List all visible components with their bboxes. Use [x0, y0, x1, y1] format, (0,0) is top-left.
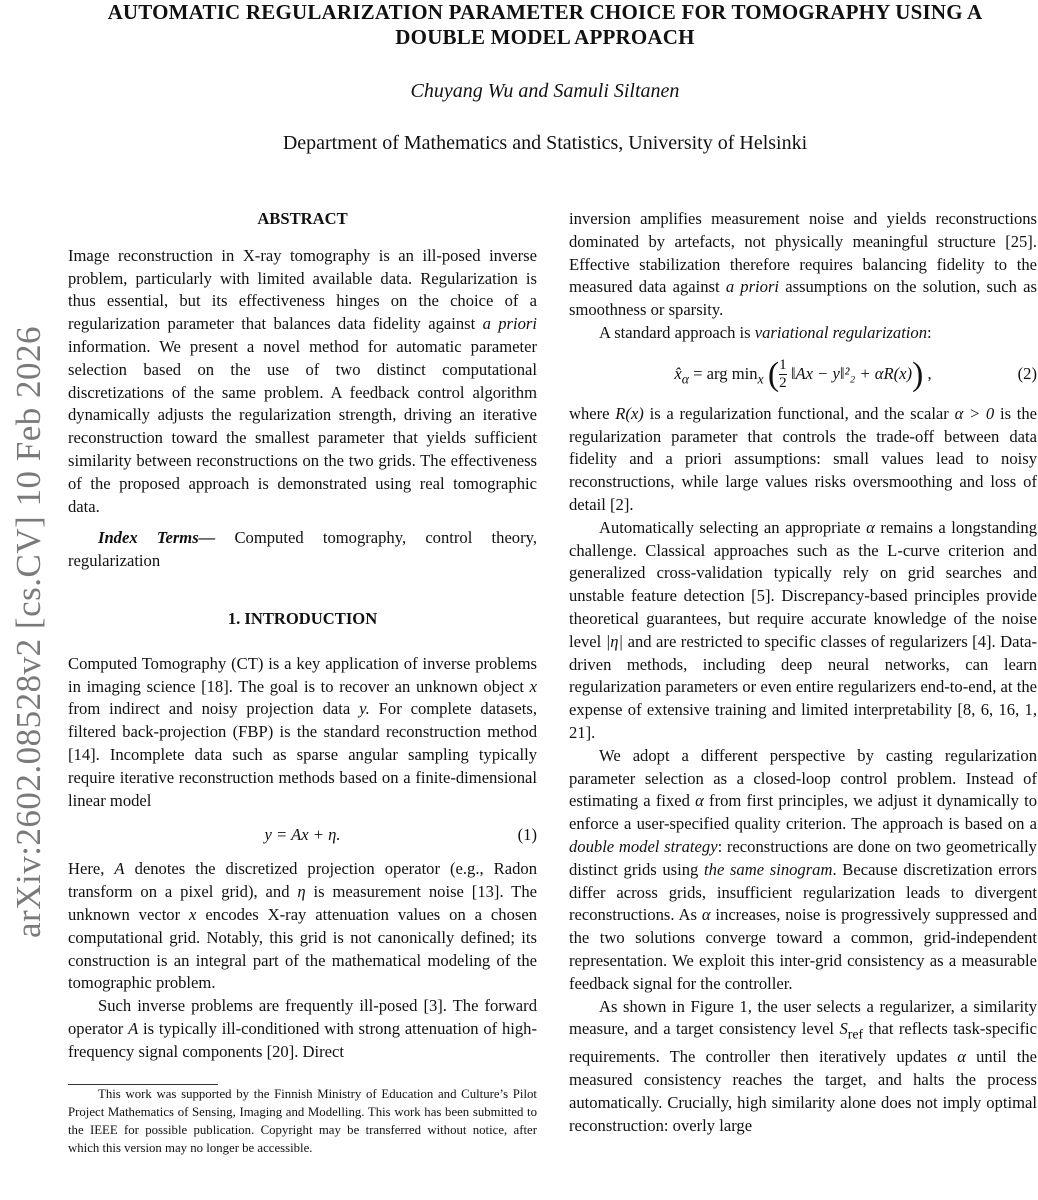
equation-1-number: (1): [517, 825, 537, 845]
right-column: [569, 208, 1037, 1138]
intro-paragraph-1: Computed Tomography (CT) is a key application of inverse problems in imaging science [18]. The goal is to recover an unknown object x from indirect and noisy projection data y. For complete datasets, filtered back-projection (FBP) is the standard reconstruction method [14]. Incomplete data such as sparse angular sampling typically require iterative reconstruction methods based on a finite-dimensional linear model: [68, 653, 538, 810]
left-column: [68, 208, 537, 1157]
equation-2: $x̂_\alpha$ = arg $\min_x$ ( $\frac{1}{2}$ ‖Ax − y‖²₂ + αR(x)) , (2): [569, 345, 1037, 403]
authors: Chuyang Wu and Samuli Siltanen: [410, 80, 680, 102]
right-paragraph-4: Automatically selecting an appropriate α remains a longstanding challenge. Classical approaches such as the L-curve criterion and generalized cross-validation typically rely on grid searches and unstable feature detection [5]. Discrepancy-based principles provide theoretical guarantees, but require accurate knowledge of the noise level |η| and are restricted to specific classes of regularizers [4]. Data-driven methods, including deep neural networks, can learn regularization parameters or even entire regularizers end-to-end, at the expense of extensive training and limited interpretability [8, 6, 16, 1, 21].: [569, 517, 1038, 742]
paper-title: [40, 0, 1038, 50]
right-paragraph-2: A standard approach is variational regularization:: [599, 322, 932, 342]
equation-1: y = Ax + η. (1): [68, 812, 537, 858]
right-paragraph-5: We adopt a different perspective by casting regularization parameter selection as a closed-loop control problem. Instead of estimating a fixed α from first principles, we adjust it dynamically to enforce a user-specified quality criterion. The approach is based on a double model strategy: reconstructions are done on two geometrically distinct grids using the same sinogram. Because discretization errors differ across grids, insufficient regularization leads to divergent reconstructions. As α increases, noise is progressively suppressed and the two solutions converge toward a common, grid-independent representation. We exploit this inter-grid consistency as a measurable feedback signal for the controller.: [569, 745, 1037, 993]
intro-paragraph-2: Here, A denotes the discretized projection operator (e.g., Radon transform on a pixel grid), and η is measurement noise [13]. The unknown vector x encodes X-ray attenuation values on a chosen computational grid. Notably, this grid is not canonically defined; its construction is an integral part of the mathematical modeling of the tomographic problem.: [68, 859, 537, 993]
equation-2-number: (2): [1017, 363, 1037, 383]
intro-paragraph-3: Such inverse problems are frequently ill-posed [3]. The forward operator A is typically ill-conditioned with strong attenuation of high-frequency signal components [20]. Direct: [68, 996, 537, 1061]
footnote: This work was supported by the Finnish Ministry of Education and Culture’s Pilot Project Mathematics of Sensing, Imaging and Modelling. This work has been submitted to the IEEE for possible publication. Copyright may be transferred without notice, after which this version may no longer be accessible.: [68, 1086, 537, 1155]
intro-heading: 1. INTRODUCTION: [227, 608, 378, 628]
title-line-1: AUTOMATIC REGULARIZATION PARAMETER CHOICE FOR TOMOGRAPHY USING A: [107, 0, 983, 24]
index-terms: Index Terms— Computed tomography, control theory, regularization: [68, 528, 537, 571]
right-paragraph-1: inversion amplifies measurement noise and yields reconstructions dominated by artefacts, not physically meaningful structure [25]. Effective stabilization therefore requires balancing fidelity to the measured data against a priori assumptions on the solution, such as smoothness or sparsity.: [569, 209, 1037, 320]
right-paragraph-3: where R(x) is a regularization functional, and the scalar α > 0 is the regularization parameter that controls the trade-off between data fidelity and a priori assumptions: small values lead to noisy reconstructions, while large values risks oversmoothing and loss of detail [2].: [569, 403, 1038, 514]
abstract-text: Image reconstruction in X-ray tomography is an ill-posed inverse problem, particularly with limited available data. Regularization is thus essential, but its effectiveness hinges on the choice of a regularization parameter that balances data fidelity against a priori information. We present a novel method for automatic parameter selection based on the use of two distinct computational discretizations of the same problem. A feedback control algorithm dynamically adjusts the regularization strength, driving an iterative reconstruction toward the smallest parameter that yields sufficient similarity between reconstructions on the two grids. The effectiveness of the proposed approach is demonstrated using real tomographic data.: [68, 245, 537, 516]
title-line-2: DOUBLE MODEL APPROACH: [395, 25, 695, 49]
affiliation: Department of Mathematics and Statistics, University of Helsinki: [282, 132, 808, 154]
right-paragraph-6: As shown in Figure 1, the user selects a regularizer, a similarity measure, and a target consistency level $S_{ref}$ that reflects task-specific requirements. The controller then iteratively updates α until the measured consistency reaches the target, and halts the process automatically. Crucially, high similarity alone does not imply optimal reconstruction: overly large: [569, 996, 1037, 1135]
abstract-heading: ABSTRACT: [257, 209, 348, 228]
arxiv-identifier: arXiv:2602.08528v2 [cs.CV] 10 Feb 2026: [9, 325, 48, 938]
